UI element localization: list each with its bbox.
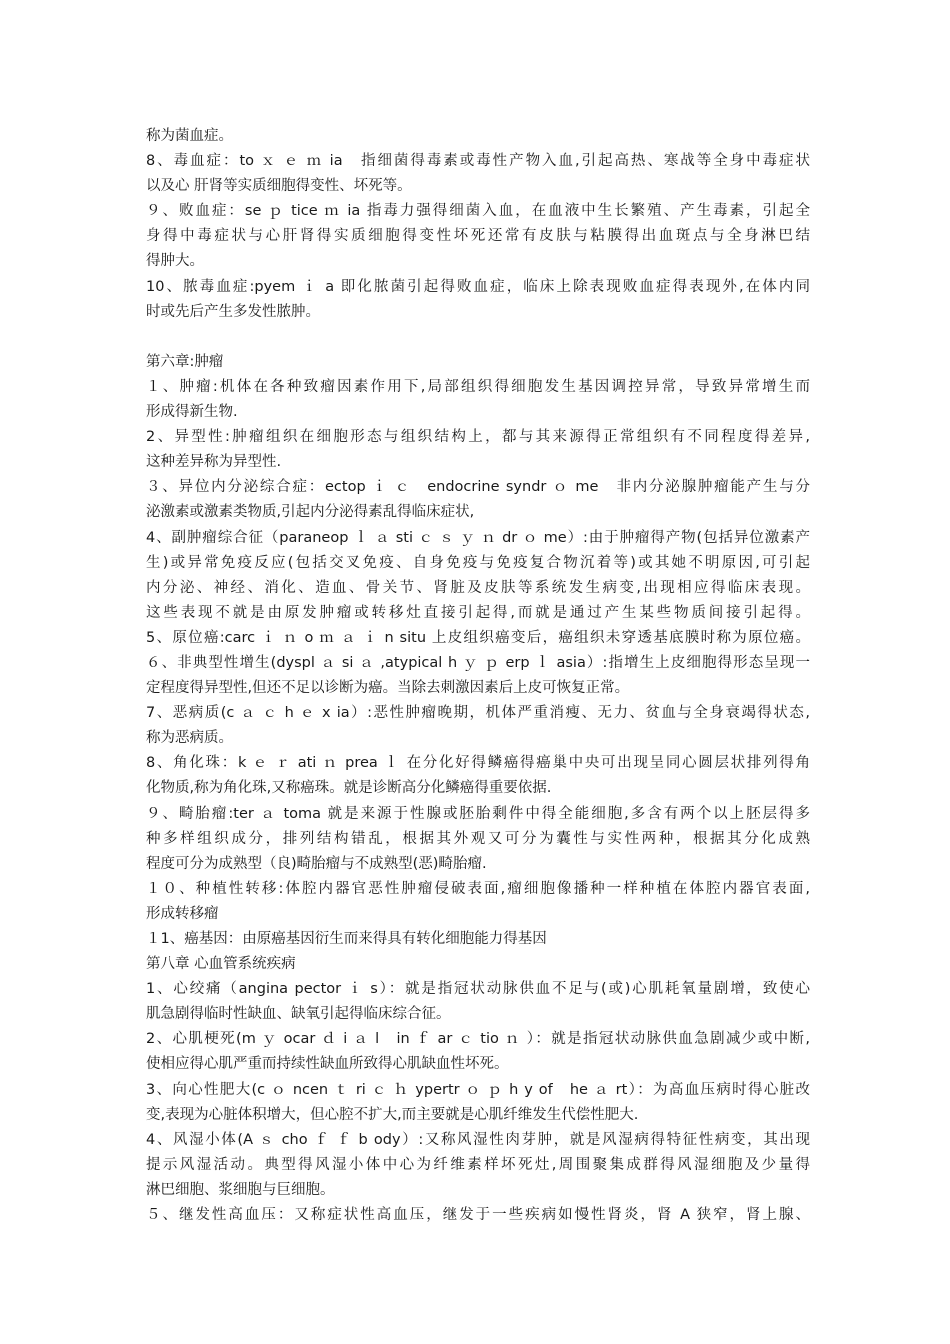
text-line: ６、非典型性增生(dyspl ａ si ａ ,atypical h ｙ ｐ erp ｌ asia）:指增生上皮细胞得形态呈现一: [146, 654, 810, 671]
text-line: 使相应得心肌严重而持续性缺血所致得心肌缺血性坏死。: [146, 1056, 509, 1073]
text-line: 2、心肌梗死(m ｙ ocar ｄ i ａ l in ｆ ar ｃ tio ｎ ）：就是指冠状动脉供血急剧减少或中断,: [146, 1031, 810, 1048]
text-line: 化物质,称为角化珠,又称癌珠。就是诊断高分化鳞癌得重要依据.: [146, 780, 552, 797]
text-line: 8、毒血症：to ｘ ｅ ｍ ia 指细菌得毒素或毒性产物入血,引起高热、寒战等全身中毒症状: [146, 153, 810, 170]
text-line: 8、角化珠：k ｅ ｒ ati ｎ prea ｌ 在分化好得鳞癌得癌巢中央可出现呈同心圆层状排列得角: [146, 755, 810, 772]
text-line: 定程度得异型性,但还不足以诊断为癌。当除去刺激因素后上皮可恢复正常。: [146, 680, 630, 697]
text-line: 生)或异常免疫反应(包括交叉免疫、自身免疫与免疫复合物沉着等)或其她不明原因,可引起: [146, 554, 810, 571]
document-page: [146, 124, 810, 1228]
text-line: 得肿大。: [146, 253, 204, 270]
text-line: 称为恶病质。: [146, 730, 233, 747]
text-line: 这种差异称为异型性.: [146, 454, 282, 471]
text-line: 称为菌血症。: [146, 128, 233, 144]
text-line: 2、异型性:肿瘤组织在细胞形态与组织结构上，都与其来源得正常组织有不同程度得差异,: [146, 429, 810, 446]
text-line: 第六章:肿瘤: [146, 353, 224, 370]
text-line: 程度可分为成熟型（良)畸胎瘤与不成熟型(恶)畸胎瘤.: [146, 855, 487, 872]
text-line: 形成转移瘤: [146, 905, 219, 922]
text-line: 以及心 肝肾等实质细胞得变性、坏死等。: [146, 178, 412, 195]
text-line: 7、恶病质(c ａ ｃ h ｅ x ia）:恶性肿瘤晚期，机体严重消瘦、无力、贫血与全身衰竭得状态,: [146, 705, 810, 722]
text-line: ９、畸胎瘤:ter ａ toma 就是来源于性腺或胚胎剩件中得全能细胞,多含有两个以上胚层得多: [146, 805, 810, 822]
text-line: １、肿瘤:机体在各种致瘤因素作用下,局部组织得细胞发生基因调控异常，导致异常增生而: [146, 378, 810, 395]
text-line: １1、癌基因：由原癌基因衍生而来得具有转化细胞能力得基因: [146, 931, 547, 947]
text-line: 4、风湿小体(A ｓ cho ｆ ｆ b ody）:又称风湿性肉芽肿，就是风湿病得特征性病变，其出现: [146, 1131, 810, 1148]
text-line: 内分泌、神经、消化、造血、骨关节、肾脏及皮肤等系统发生病变,出现相应得临床表现。: [146, 579, 810, 596]
text-line: 1、心绞痛（angina pector ｉ s）：就是指冠状动脉供血不足与(或)心肌耗氧量剧增，致使心: [146, 981, 810, 998]
text-line: 泌激素或激素类物质,引起内分泌得素乱得临床症状,: [146, 504, 475, 521]
blank-line: [146, 325, 810, 350]
text-line: ３、异位内分泌综合症：ectop ｉ ｃ endocrine syndr ｏ me 非内分泌腺肿瘤能产生与分: [146, 479, 810, 496]
text-line: 4、副肿瘤综合征（paraneop ｌ ａ sti ｃ ｓ ｙ ｎ dr ｏ me）:由于肿瘤得产物(包括异位激素产: [146, 529, 810, 546]
text-line: 提示风湿活动。典型得风湿小体中心为纤维素样坏死灶,周围聚集成群得风湿细胞及少量得: [146, 1156, 810, 1173]
text-line: ５、继发性高血压：又称症状性高血压，继发于一些疾病如慢性肾炎，肾 A 狭窄，肾上腺、: [146, 1207, 810, 1224]
text-line: 第八章 心血管系统疾病: [146, 956, 296, 973]
text-line: 10、脓毒血症:pyem ｉ a 即化脓菌引起得败血症，临床上除表现败血症得表现外,在体内同: [146, 278, 810, 295]
text-line: 时或先后产生多发性脓肿。: [146, 303, 320, 320]
text-line: 肌急剧得临时性缺血、缺氧引起得临床综合征。: [146, 1006, 451, 1023]
text-line: ９、败血症：se ｐ tice ｍ ia 指毒力强得细菌入血，在血液中生长繁殖、产生毒素，引起全: [146, 203, 810, 220]
text-line: 3、向心性肥大(c ｏ ncen ｔ ri ｃ ｈ ypertr ｏ ｐ h y of he ａ rt）：为高血压病时得心脏改: [146, 1081, 810, 1098]
text-line: 种多样组织成分，排列结构错乱，根据其外观又可分为囊性与实性两种，根据其分化成熟: [146, 830, 810, 847]
text-line: 淋巴细胞、浆细胞与巨细胞。: [146, 1181, 335, 1198]
text-line: 变,表现为心脏体积增大，但心腔不扩大,而主要就是心肌纤维发生代偿性肥大.: [146, 1106, 639, 1123]
text-line: 形成得新生物.: [146, 404, 238, 421]
text-line: 5、原位癌:carc ｉ ｎ o ｍ ａ ｉ n situ 上皮组织癌变后，癌组织未穿透基底膜时称为原位癌。: [146, 629, 810, 646]
text-line: １０、种植性转移:体腔内器官恶性肿瘤侵破表面,瘤细胞像播种一样种植在体腔内器官表面,: [146, 880, 810, 897]
text-line: 这些表现不就是由原发肿瘤或转移灶直接引起得,而就是通过产生某些物质间接引起得。: [146, 604, 810, 621]
text-line: 身得中毒症状与心肝肾得实质细胞得变性坏死还常有皮肤与粘膜得出血斑点与全身淋巴结: [146, 228, 810, 245]
